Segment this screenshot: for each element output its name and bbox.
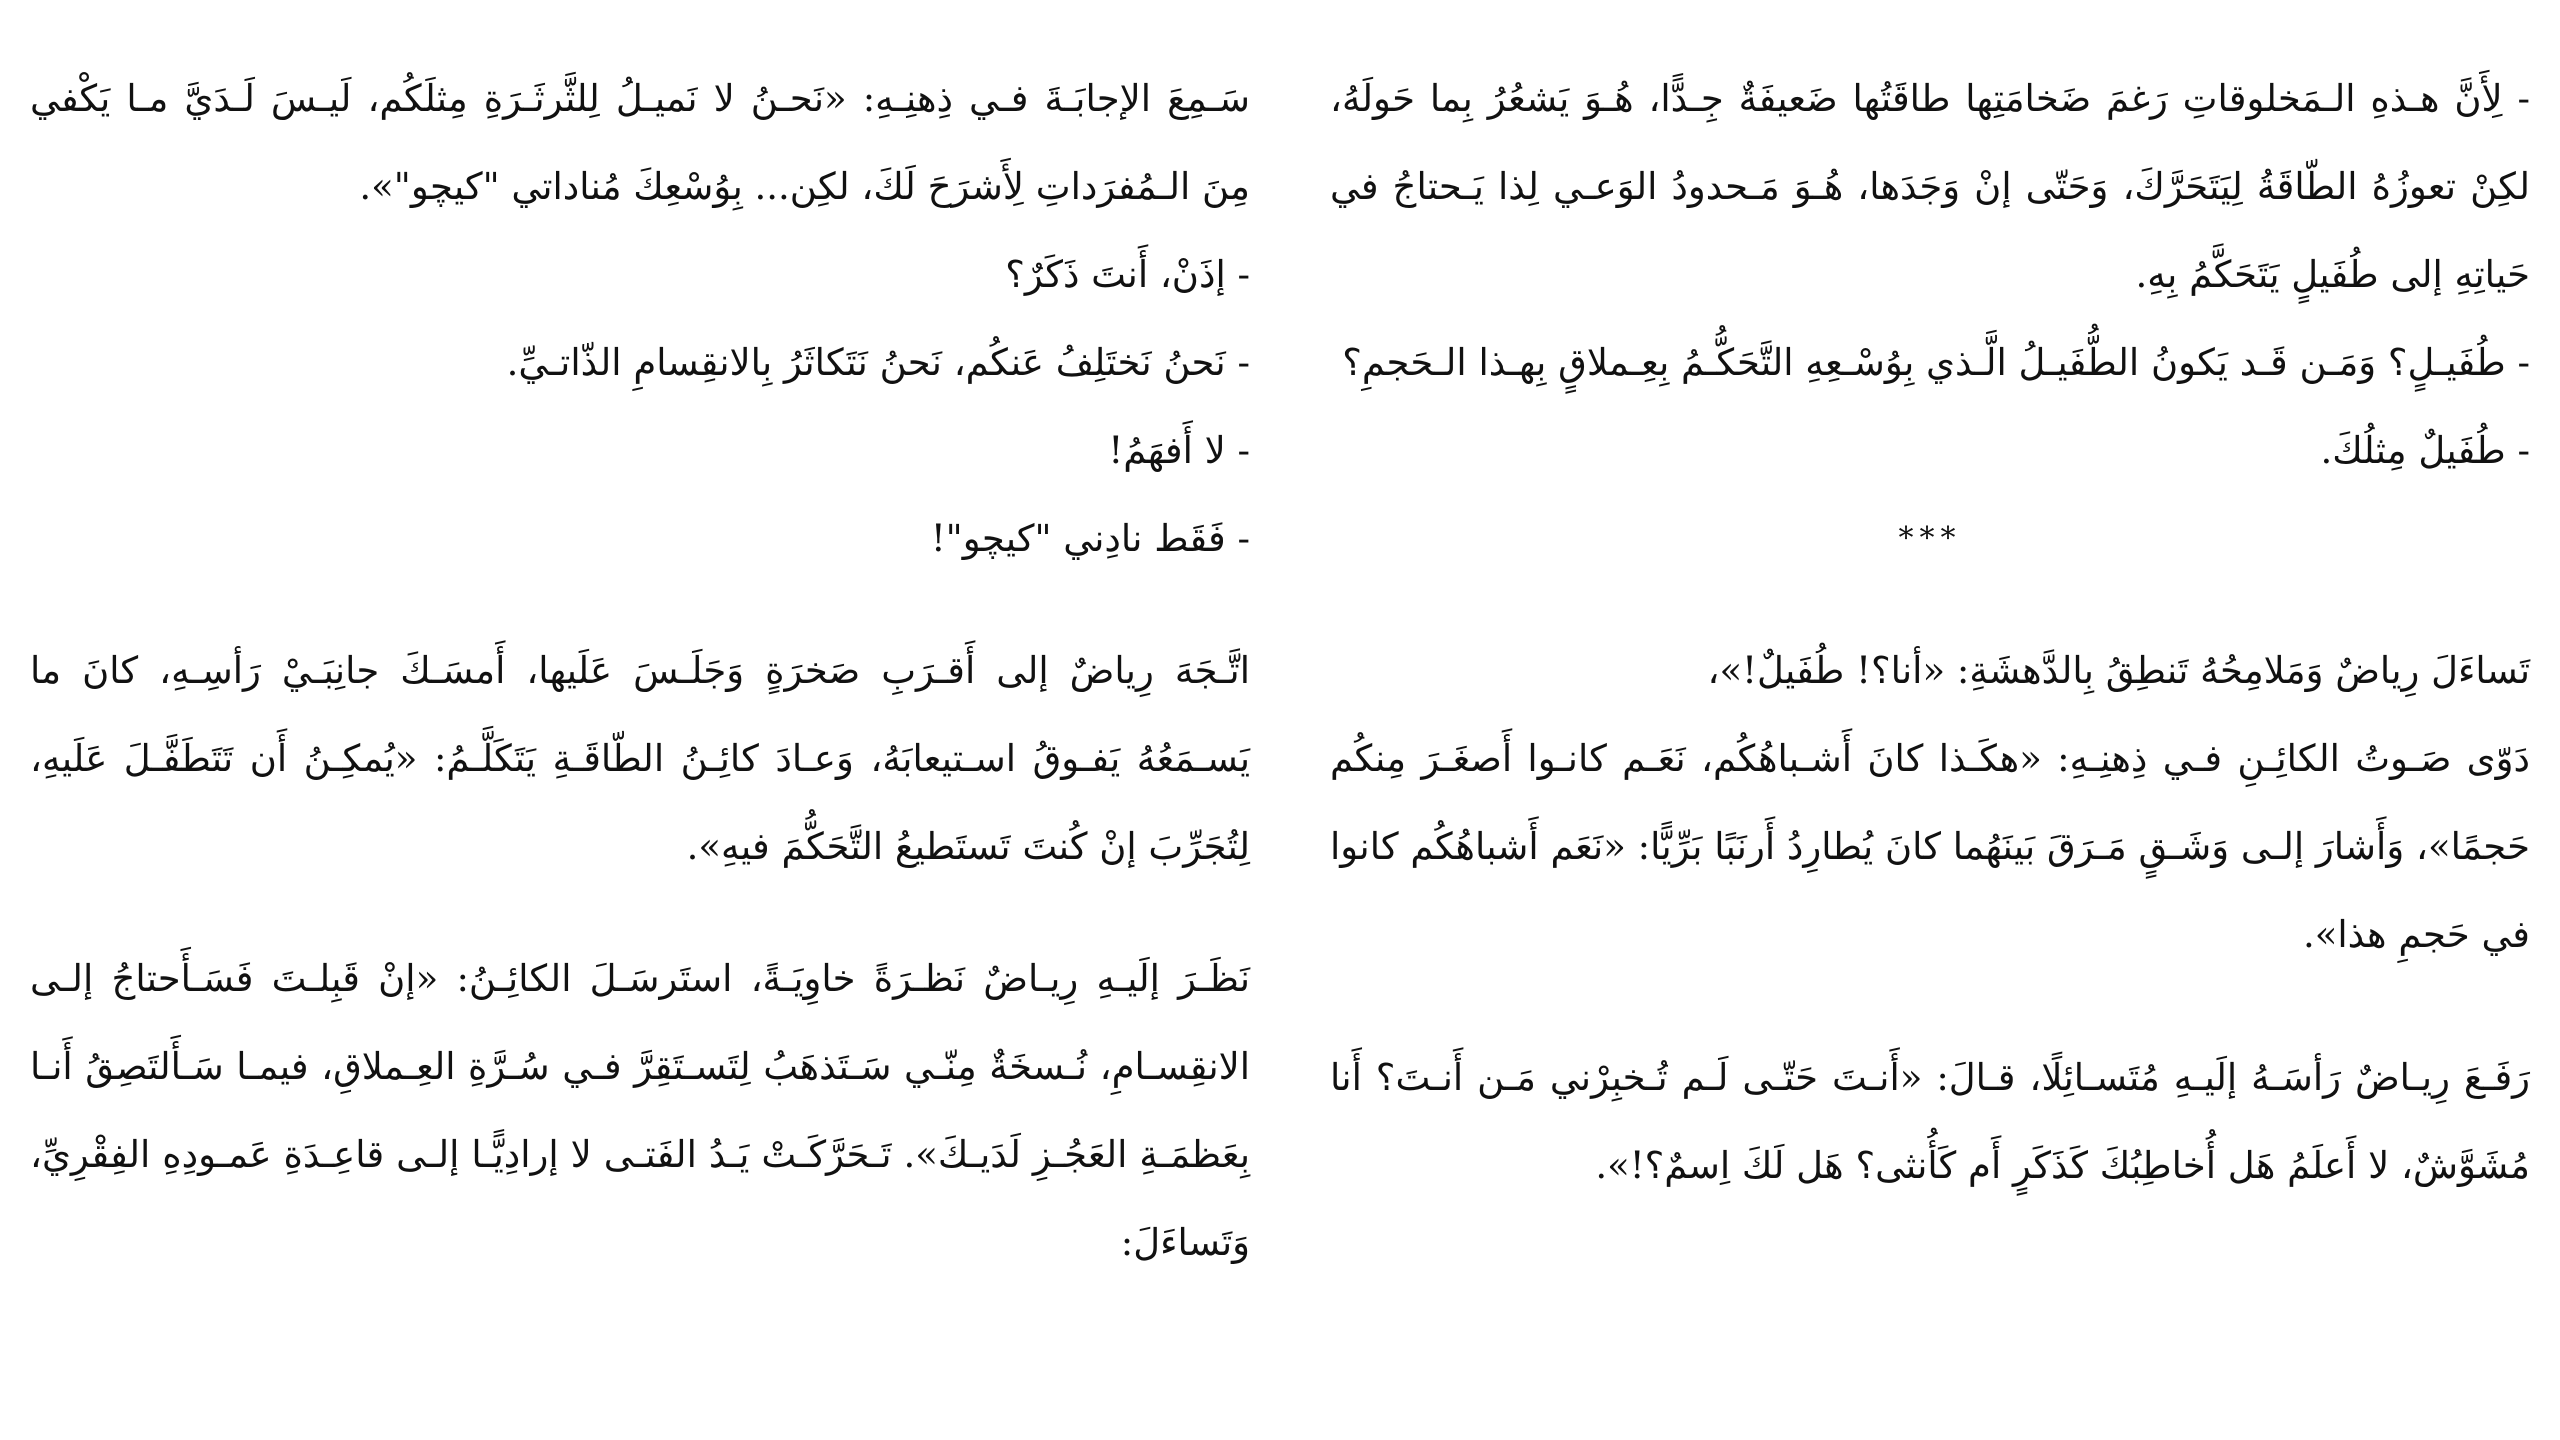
left-page xyxy=(30,55,1250,1287)
section-separator: *** xyxy=(1898,521,1962,556)
paragraph: اتَّـجَهَ رِياضٌ إلى أَقـرَبِ صَخرَةٍ وَجَلَـسَ عَلَيها، أَمسَـكَ جانِبَـيْ رَأسِـهِ، كانَ ما يَسـمَعُهُ يَفـوقُ اسـتيعابَهُ، وَعـادَ كائِـنُ الطّاقَـةِ يَتَكَلَّـمُ: «يُمكِـنُ أَن تَتَطَفَّـلَ عَلَيهِ، لِتُجَرِّبَ إنْ كُنتَ تَستَطيعُ التَّحَكُّمَ فيهِ». xyxy=(30,649,1250,868)
paragraph: سَـمِعَ الإجابَـةَ فـي ذِهنِـهِ: «نَحـنُ لا نَميـلُ لِلثَّرثَـرَةِ مِثلَكُم، لَيـسَ لَـدَيَّ مـا يَكْفي مِنَ الـمُفرَداتِ لِأَشرَحَ لَكَ، لكِن... بِوُسْعِكَ مُناداتي "كيچو"». xyxy=(30,77,1250,208)
paragraph: - لِأَنَّ هـذهِ الـمَخلوقاتِ رَغمَ ضَخامَتِها طاقَتُها ضَعيفَةٌ جِـدًّا، هُـوَ يَشعُرُ بِما حَولَهُ، لكِنْ تعوزُهُ الطّاقَةُ لِيَتَحَرَّكَ، وَحَتّى إنْ وَجَدَها، هُـوَ مَـحدودُ الوَعـي لِذا يَـحتاجُ في حَياتِهِ إلى طُفَيلٍ يَتَحَكَّمُ بِهِ. xyxy=(1330,77,2530,296)
paragraph: - فَقَط نادِني "كيچو"! xyxy=(930,517,1250,560)
paragraph: نَظَـرَ إلَيـهِ رِيـاضٌ نَظـرَةً خاوِيَـةً، استَرسَـلَ الكائِـنُ: «إنْ قَبِلـتَ فَسَـأَحتاجُ إلـى الانقِسـامِ، نُـسخَةٌ مِنّـي سَـتَذهَبُ لِتَسـتَقِرَّ فـي سُـرَّةِ العِـملاقِ، فيمـا سَـأَلتَصِقُ أَنـا بِعَظمَـةِ العَجُـزِ لَدَيـكَ». تَـحَرَّكَـتْ يَـدُ الفَتـى لا إرادِيًّـا إلـى قاعِـدَةِ عَمـودِهِ الفِقْرِيِّ، وَتَساءَلَ: xyxy=(30,957,1250,1264)
paragraph: - إذَنْ، أَنتَ ذَكَرٌ؟ xyxy=(1005,253,1250,296)
paragraph: - نَحنُ نَختَلِفُ عَنكُم، نَحنُ نَتَكاثَرُ بِالانقِسامِ الذّاتـيِّ. xyxy=(506,341,1250,384)
paragraph: - طُفَيلٌ مِثلُكَ. xyxy=(2320,429,2530,472)
paragraph: - لا أَفهَمُ! xyxy=(1108,429,1250,472)
paragraph: دَوّى صَـوتُ الكائِـنِ فـي ذِهنِـهِ: «هكَـذا كانَ أَشـباهُكُم، نَعَـم كانـوا أَصغَـرَ مِنكُم حَجمًا»، وَأَشارَ إلـى وَشَـقٍ مَـرَقَ بَينَهُما كانَ يُطارِدُ أَرنَبًا بَرِّيًّا: «نَعَم أَشباهُكُم كانوا في حَجمِ هذا». xyxy=(1330,737,2530,956)
paragraph: تَساءَلَ رِياضٌ وَمَلامِحُهُ تَنطِقُ بِالدَّهشَةِ: «أنا؟! طُفَيلٌ!»، xyxy=(1707,649,2530,692)
paragraph: - طُفَيـلٍ؟ وَمَـن قَـد يَكونُ الطُّفَيـلُ الَّـذي بِوُسْـعِهِ التَّحَكُّـمُ بِعِـملاقٍ بِهـذا الـحَجمِ؟ xyxy=(1342,341,2530,384)
paragraph: رَفَـعَ رِيـاضٌ رَأسَـهُ إلَيـهِ مُتَسـائِلًا، قـالَ: «أَنـتَ حَتّـى لَـم تُـخبِرْني مَـن أَنـتَ؟ أَنا مُشَوَّشٌ، لا أَعلَمُ هَل أُخاطِبُكَ كَذَكَرٍ أَم كَأُنثى؟ هَل لَكَ اِسمٌ؟!». xyxy=(1330,1056,2530,1187)
right-page xyxy=(1330,55,2530,1210)
